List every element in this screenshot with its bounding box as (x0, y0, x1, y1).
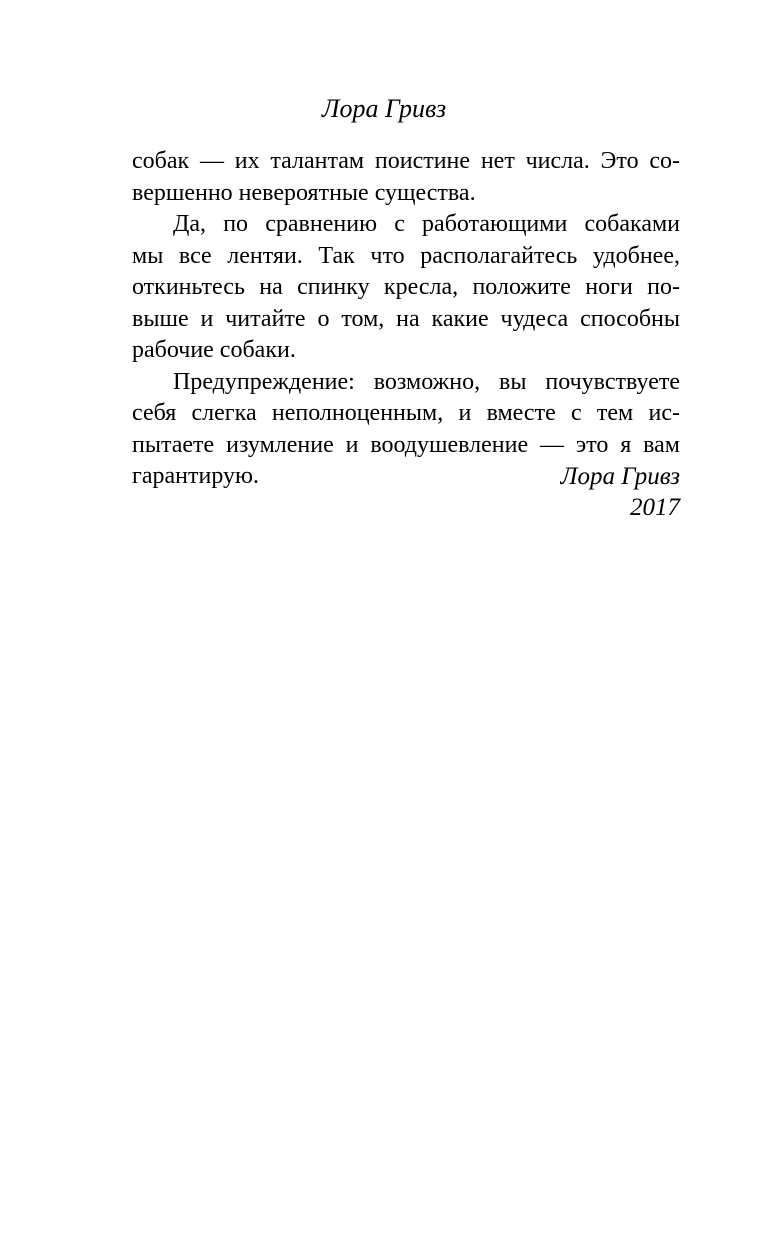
running-header: Лора Гривз (321, 94, 447, 123)
body-text (132, 146, 680, 493)
text-line: Предупреждение: возможно, вы почувствуете (173, 368, 680, 395)
text-line: собак — их талантам поистине нет числа. Это со- (132, 148, 680, 174)
text-line: мы все лентяи. Так что располагайтесь удобнее, (132, 242, 680, 269)
text-line: себя слегка неполноценным, и вместе с тем ис- (132, 400, 680, 426)
text-line: пытаете изумление и воодушевление — это я вам (132, 431, 680, 458)
text-line: выше и читайте о том, на какие чудеса способны (132, 305, 680, 332)
signature (561, 461, 680, 523)
signature-year: 2017 (630, 494, 680, 521)
text-line: рабочие собаки. (132, 337, 296, 363)
signature-author: Лора Гривз (560, 463, 680, 490)
text-line: Да, по сравнению с работающими собаками (173, 211, 680, 237)
text-line: откиньтесь на спинку кресла, положите ноги по- (132, 274, 680, 300)
text-line: вершенно невероятные существа. (132, 179, 476, 206)
text-line: гарантирую. (132, 463, 259, 489)
